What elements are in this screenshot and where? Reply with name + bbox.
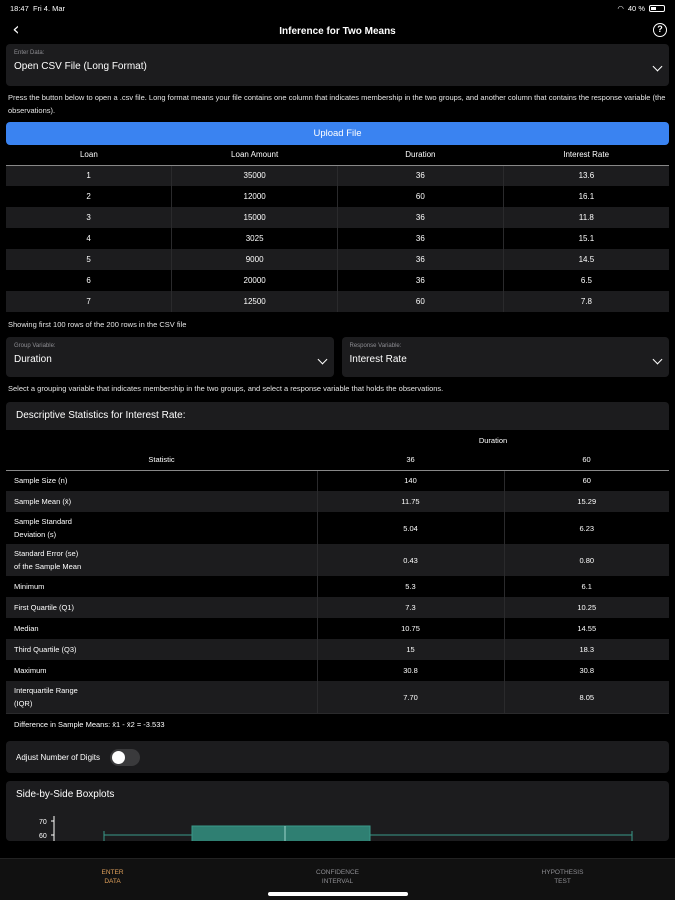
stats-row	[6, 639, 669, 660]
table-cell: 36	[338, 228, 504, 249]
table-cell: 36	[338, 165, 504, 186]
table-cell: 36	[338, 270, 504, 291]
table-cell: 3	[6, 207, 172, 228]
table-cell: 14.5	[503, 249, 669, 270]
table-row	[6, 207, 669, 228]
group-variable-label: Group Variable:	[14, 343, 56, 349]
table-cell: 5	[6, 249, 172, 270]
stats-row	[6, 681, 669, 713]
time-text: 18:47	[10, 3, 29, 13]
stat-value: 11.75	[317, 491, 504, 512]
table-cell: 12000	[172, 186, 338, 207]
table-row	[6, 291, 669, 312]
table-cell: 15000	[172, 207, 338, 228]
status-time	[10, 4, 65, 13]
stat-value: 5.04	[317, 512, 504, 544]
stat-value: 8.05	[504, 681, 669, 713]
y-tick-label: 70	[39, 819, 47, 826]
stats-table	[6, 430, 669, 713]
stat-value: 140	[317, 470, 504, 491]
tab-label: HYPOTHESIS	[541, 869, 584, 876]
statistic-header: Statistic	[6, 450, 317, 470]
date-text: Fri 4. Mar	[32, 3, 66, 13]
adjust-digits-toggle[interactable]	[110, 749, 140, 766]
difference-in-means: Difference in Sample Means: x̄1 - x̄2 = -3.533	[6, 713, 669, 735]
boxplot-chart	[6, 811, 669, 841]
column-header: Loan Amount	[172, 145, 338, 165]
descriptive-stats-card	[6, 402, 669, 735]
group-variable-value: Duration	[14, 354, 52, 365]
column-header: Loan	[6, 145, 172, 165]
table-cell: 60	[338, 186, 504, 207]
variable-selectors	[6, 337, 669, 377]
tab-enter-data[interactable]	[0, 859, 225, 900]
group-1-header: 36	[317, 450, 504, 470]
enter-data-value: Open CSV File (Long Format)	[14, 61, 147, 72]
stat-value: 14.55	[504, 618, 669, 639]
stat-value: 15	[317, 639, 504, 660]
table-cell: 7.8	[503, 291, 669, 312]
chevron-left-icon: ‹	[12, 19, 20, 40]
table-cell: 2	[6, 186, 172, 207]
boxplots-card	[6, 781, 669, 841]
stat-value: 30.8	[504, 660, 669, 681]
stat-value: 30.8	[317, 660, 504, 681]
stat-name: First Quartile (Q1)	[6, 597, 317, 618]
table-cell: 36	[338, 249, 504, 270]
wifi-icon: ◠	[617, 3, 624, 13]
stat-name: Sample Size (n)	[6, 470, 317, 491]
table-cell: 36	[338, 207, 504, 228]
help-button[interactable]	[653, 23, 667, 37]
stat-value: 15.29	[504, 491, 669, 512]
table-cell: 6.5	[503, 270, 669, 291]
status-right	[617, 4, 665, 13]
stat-value: 6.23	[504, 512, 669, 544]
table-cell: 7	[6, 291, 172, 312]
table-cell: 35000	[172, 165, 338, 186]
stats-row	[6, 660, 669, 681]
boxplots-title: Side-by-Side Boxplots	[16, 789, 115, 800]
battery-icon	[649, 5, 665, 12]
stat-value: 0.43	[317, 544, 504, 576]
toggle-knob	[112, 751, 125, 764]
table-row	[6, 249, 669, 270]
tab-hypothesis-test[interactable]	[450, 859, 675, 900]
table-cell: 1	[6, 165, 172, 186]
adjust-digits-row	[6, 741, 669, 773]
stat-value: 10.75	[317, 618, 504, 639]
table-row	[6, 228, 669, 249]
tab-label: CONFIDENCE	[316, 869, 359, 876]
status-bar	[0, 0, 675, 16]
boxplot-box	[192, 826, 370, 841]
tab-label: DATA	[104, 878, 121, 885]
stats-title: Descriptive Statistics for Interest Rate:	[16, 410, 186, 421]
blank-header	[6, 430, 317, 450]
table-cell: 11.8	[503, 207, 669, 228]
table-row	[6, 165, 669, 186]
stat-value: 6.1	[504, 576, 669, 597]
response-variable-value: Interest Rate	[349, 354, 407, 365]
table-cell: 15.1	[503, 228, 669, 249]
table-row	[6, 270, 669, 291]
stat-name: Sample Mean (x̄)	[6, 491, 317, 512]
tab-bar	[0, 858, 675, 900]
table-cell: 12500	[172, 291, 338, 312]
rows-showing-text: Showing first 100 rows of the 200 rows in the CSV file	[8, 320, 187, 329]
stats-row	[6, 544, 669, 576]
home-indicator[interactable]	[268, 892, 408, 896]
response-variable-select[interactable]	[342, 337, 670, 377]
tab-label: ENTER	[101, 869, 124, 876]
back-button[interactable]	[6, 21, 26, 41]
upload-file-button[interactable]: Upload File	[6, 122, 669, 145]
stat-value: 7.70	[317, 681, 504, 713]
stats-row	[6, 512, 669, 544]
group-2-header: 60	[504, 450, 669, 470]
stat-value: 10.25	[504, 597, 669, 618]
stat-value: 0.80	[504, 544, 669, 576]
page-title: Inference for Two Means	[279, 25, 396, 37]
column-header: Duration	[338, 145, 504, 165]
adjust-digits-label: Adjust Number of Digits	[16, 752, 101, 762]
nav-bar	[0, 18, 675, 44]
stats-row	[6, 470, 669, 491]
stats-row	[6, 491, 669, 512]
stat-value: 60	[504, 470, 669, 491]
stat-value: 5.3	[317, 576, 504, 597]
column-header: Interest Rate	[503, 145, 669, 165]
enter-data-label: Enter Data:	[14, 50, 45, 56]
group-variable-select[interactable]	[6, 337, 334, 377]
main-content	[6, 44, 669, 841]
y-tick-label: 60	[39, 833, 47, 840]
stat-name: Interquartile Range (IQR)	[6, 681, 317, 713]
question-icon: ?	[657, 24, 663, 34]
stats-row	[6, 618, 669, 639]
table-cell: 9000	[172, 249, 338, 270]
table-cell: 20000	[172, 270, 338, 291]
upload-help-text: Press the button below to open a .csv file. Long format means your file contains one column that indicates membership in the two groups, and another column that contains the response variable (the observations).	[8, 93, 666, 115]
stats-row	[6, 576, 669, 597]
stats-row	[6, 597, 669, 618]
response-variable-label: Response Variable:	[349, 343, 402, 349]
select-help-text: Select a grouping variable that indicates membership in the two groups, and select a response variable that holds the observations.	[8, 384, 444, 393]
stat-name: Maximum	[6, 660, 317, 681]
group-header: Duration	[317, 430, 669, 450]
stat-name: Third Quartile (Q3)	[6, 639, 317, 660]
enter-data-select[interactable]	[6, 44, 669, 86]
battery-percent: 40 %	[627, 3, 645, 13]
stat-name: Standard Error (se) of the Sample Mean	[6, 544, 317, 576]
table-cell: 60	[338, 291, 504, 312]
csv-data-table	[6, 145, 669, 312]
table-row	[6, 186, 669, 207]
table-cell: 4	[6, 228, 172, 249]
table-cell: 6	[6, 270, 172, 291]
stat-name: Median	[6, 618, 317, 639]
tab-label: INTERVAL	[321, 878, 354, 885]
stat-value: 18.3	[504, 639, 669, 660]
table-cell: 3025	[172, 228, 338, 249]
stat-name: Sample Standard Deviation (s)	[6, 512, 317, 544]
stat-name: Minimum	[6, 576, 317, 597]
table-cell: 13.6	[503, 165, 669, 186]
table-cell: 16.1	[503, 186, 669, 207]
stat-value: 7.3	[317, 597, 504, 618]
tab-label: TEST	[554, 878, 571, 885]
